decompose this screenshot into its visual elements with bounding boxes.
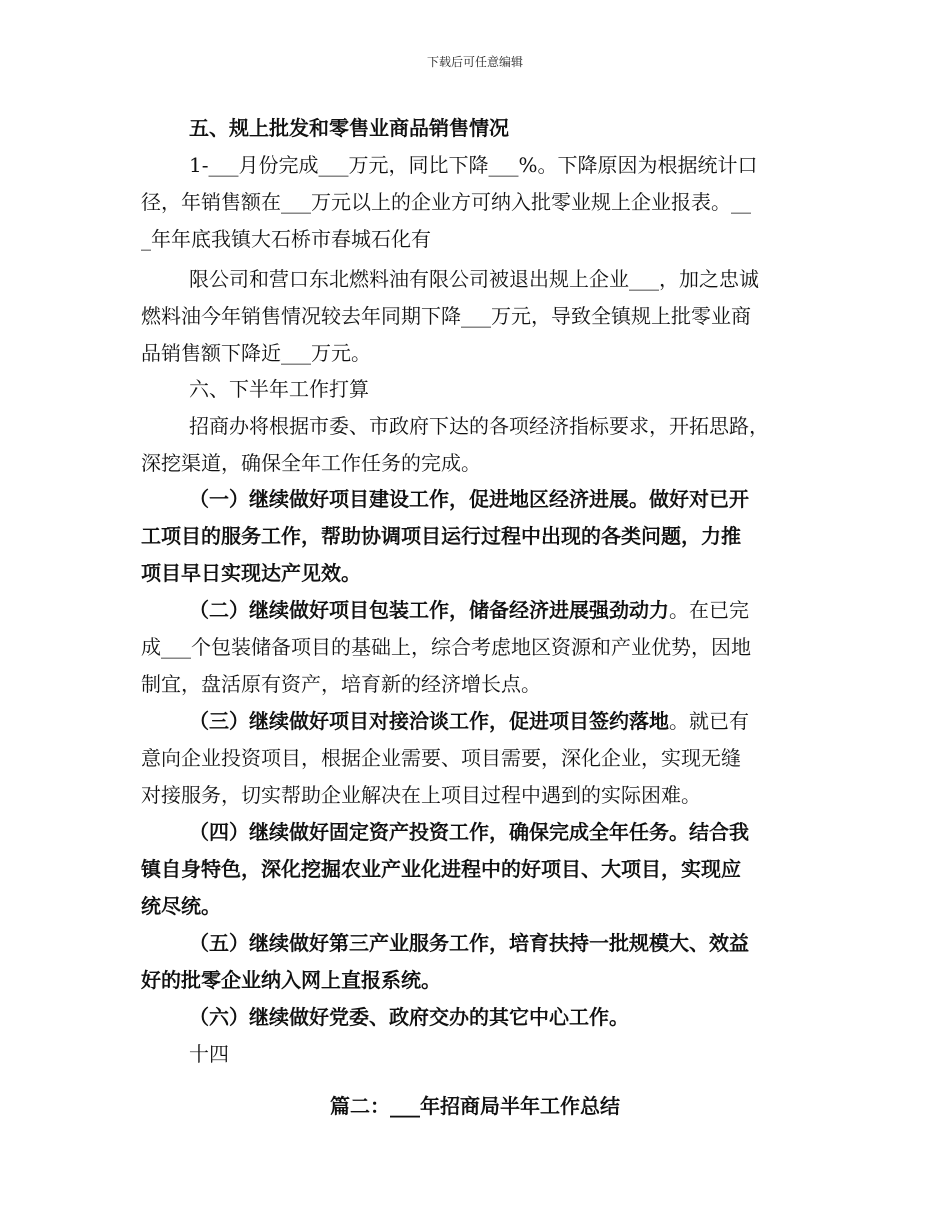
paragraph-line: 深挖渠道，确保全年工作任务的完成。: [141, 451, 481, 475]
line-rest: 。就已有: [669, 709, 749, 733]
paragraph-line: 1-___月份完成___万元，同比下降___%。下降原因为根据统计口: [189, 153, 758, 177]
paragraph-line: _年年底我镇大石桥市春城石化有: [141, 227, 431, 251]
bold-paragraph-line: 统尽统。: [141, 894, 221, 918]
bold-lead: （三）继续做好项目对接洽谈工作，促进项目签约落地: [189, 709, 669, 733]
paragraph-line: 十四: [189, 1042, 229, 1066]
paragraph-line: 品销售额下降近___万元。: [141, 341, 371, 365]
paragraph-line: 对接服务，切实帮助企业解决在上项目过程中遇到的实际困难。: [141, 783, 701, 807]
section-heading: 六、下半年工作打算: [189, 377, 369, 401]
bold-paragraph-line: 工项目的服务工作，帮助协调项目运行过程中出现的各类问题，力推: [141, 524, 741, 548]
bold-paragraph-line: 好的批零企业纳入网上直报系统。: [141, 968, 441, 992]
bold-paragraph-line: （四）继续做好固定资产投资工作，确保完成全年任务。结合我: [189, 820, 749, 844]
bold-paragraph-line: 项目早日实现达产见效。: [141, 561, 361, 585]
bold-lead: （二）继续做好项目包装工作，储备经济进展强劲动力: [189, 598, 669, 622]
chapter-title: 篇二：___年招商局半年工作总结: [330, 1094, 620, 1118]
mixed-paragraph-line: [189, 597, 821, 623]
bold-paragraph-line: 镇自身特色，深化挖掘农业产业化进程中的好项目、大项目，实现应: [141, 857, 741, 881]
line-rest: 。在已完: [669, 598, 749, 622]
mixed-paragraph-line: [189, 708, 821, 734]
paragraph-line: 意向企业投资项目，根据企业需要、项目需要，深化企业，实现无缝: [141, 746, 741, 770]
bold-paragraph-line: （五）继续做好第三产业服务工作，培育扶持一批规模大、效益: [189, 931, 749, 955]
paragraph-line: 制宜，盘活原有资产，培育新的经济增长点。: [141, 672, 541, 696]
paragraph-line: 燃料油今年销售情况较去年同期下降___万元，导致全镇规上批零业商: [141, 304, 751, 328]
bold-paragraph-line: （一）继续做好项目建设工作，促进地区经济进展。做好对已开: [189, 487, 749, 511]
page-header: 下载后可任意编辑: [426, 55, 523, 69]
paragraph-line: 招商办将根据市委、市政府下达的各项经济指标要求，开拓思路，: [189, 414, 769, 438]
paragraph-line: 径，年销售额在___万元以上的企业方可纳入批零业规上企业报表。__: [141, 190, 751, 214]
paragraph-line: 成___个包装储备项目的基础上，综合考虑地区资源和产业优势，因地: [141, 635, 751, 659]
paragraph-line: 限公司和营口东北燃料油有限公司被退出规上企业___，加之忠诚: [189, 267, 759, 291]
bold-paragraph-line: （六）继续做好党委、政府交办的其它中心工作。: [189, 1005, 629, 1029]
section-heading: 五、规上批发和零售业商品销售情况: [189, 116, 509, 140]
